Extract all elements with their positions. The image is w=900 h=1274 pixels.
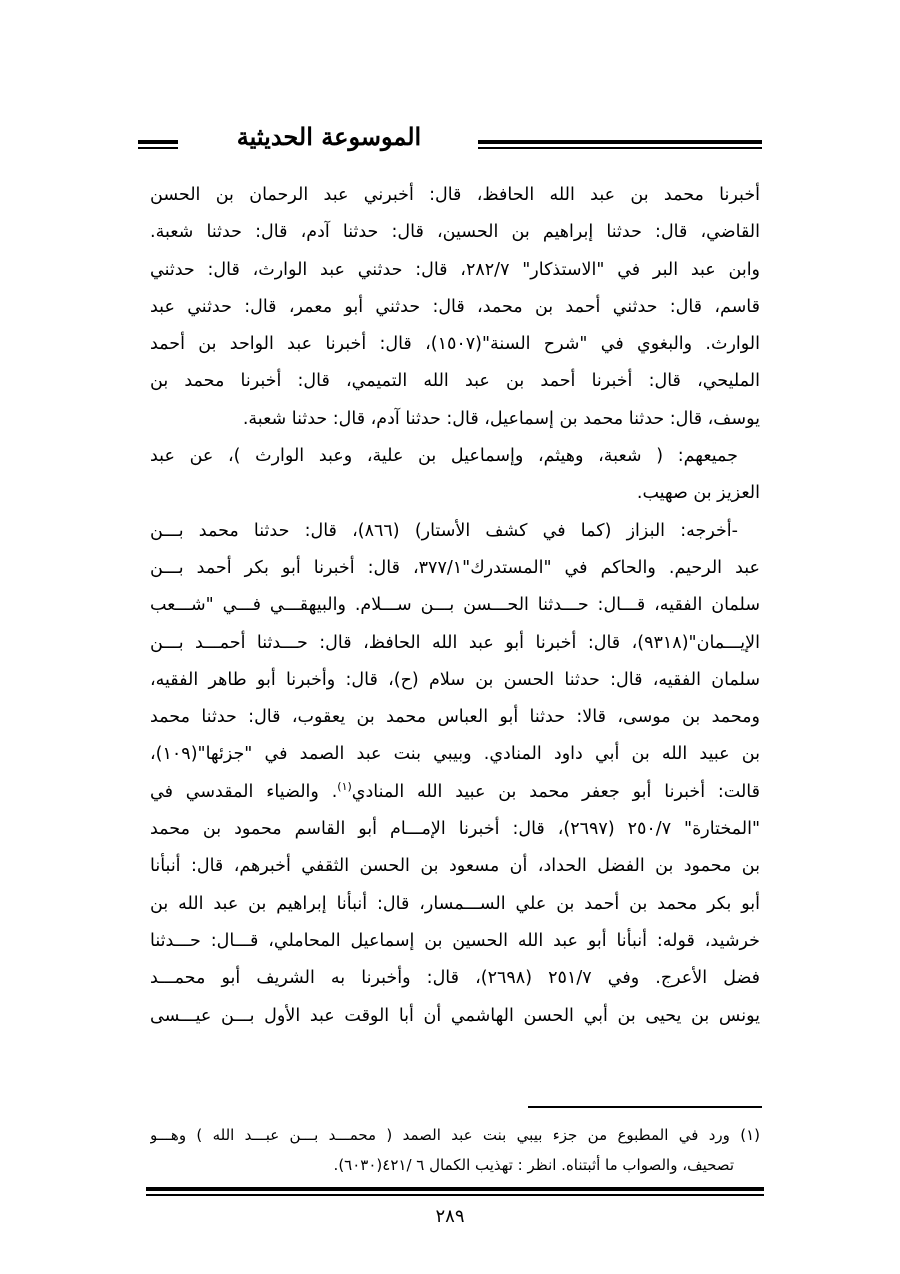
footnote-line: تصحيف، والصواب ما أثبتناه. انظر : تهذيب الكمال ٦ /٤٢١(٦٠٣٠). bbox=[333, 1156, 734, 1174]
text-line-with-footnote bbox=[150, 774, 760, 811]
text-line: سلمان الفقيه، قـــال: حـــدثنا الحـــسن بـــن ســـلام. والبيهقـــي فـــي "شـــعب bbox=[150, 595, 760, 616]
page-number: ٢٨٩ bbox=[435, 1206, 465, 1227]
text-line: وابن عبد البر في "الاستذكار" ٢٨٢/٧، قال: حدثني عبد الوارث، قال: حدثني bbox=[150, 259, 760, 280]
text-line: قاسم، قال: حدثني أحمد بن محمد، قال: حدثني أبو معمر، قال: حدثني عبد bbox=[150, 296, 760, 317]
text-line: سلمان الفقيه، قال: حدثنا الحسن بن سلام (ح)، قال: وأخبرنا أبو طاهر الفقيه، bbox=[150, 669, 760, 690]
text-line: أبو بكر محمد بن أحمد بن علي الســـمسار، قال: أنبأنا إبراهيم بن عبد الله بن bbox=[150, 893, 760, 914]
running-header bbox=[138, 118, 762, 168]
header-rule-right bbox=[478, 140, 762, 144]
header-rule-right-thin bbox=[478, 147, 762, 149]
text-line: يونس بن يحيى بن أبي الحسن الهاشمي أن أبا الوقت عبد الأول بـــن عيـــسى bbox=[150, 1005, 760, 1026]
text-line: "المختارة" ٢٥٠/٧ (٢٦٩٧)، قال: أخبرنا الإمـــام أبو القاسم محمود بن محمد bbox=[150, 819, 760, 840]
text-line: الإيـــمان"(٩٣١٨)، قال: أخبرنا أبو عبد الله الحافظ، قال: حـــدثنا أحمـــد بـــن bbox=[150, 632, 760, 653]
text-line: خرشيد، قوله: أنبأنا أبو عبد الله الحسين بن إسماعيل المحاملي، قـــال: حـــدثنا bbox=[150, 930, 760, 951]
text-line: المليحي، قال: أخبرنا أحمد بن عبد الله التميمي، قال: أخبرنا محمد بن bbox=[150, 371, 760, 392]
text-line: -أخرجه: البزاز (كما في كشف الأستار) (٨٦٦)، قال: حدثنا محمد بـــن bbox=[150, 520, 738, 541]
text-line: فضل الأعرج. وفي ٢٥١/٧ (٢٦٩٨)، قال: وأخبرنا به الشريف أبو محمـــد bbox=[150, 968, 760, 989]
text-line: الوارث. والبغوي في "شرح السنة"(١٥٠٧)، قال: أخبرنا عبد الواحد بن أحمد bbox=[150, 334, 760, 355]
text-line: عبد الرحيم. والحاكم في "المستدرك"٣٧٧/١، قال: أخبرنا أبو بكر أحمد بـــن bbox=[150, 557, 760, 578]
text-line: ومحمد بن موسى، قالا: حدثنا أبو العباس محمد بن يعقوب، قال: حدثنا محمد bbox=[150, 707, 760, 728]
text-line: القاضي، قال: حدثنا إبراهيم بن الحسين، قال: حدثنا آدم، قال: حدثنا شعبة. bbox=[150, 222, 760, 243]
text-line: بن محمود بن الفضل الحداد، أن مسعود بن الحسن الثقفي أخبرهم، قال: أنبأنا bbox=[150, 856, 760, 877]
header-title: الموسوعة الحديثية bbox=[236, 122, 422, 151]
footnotes bbox=[150, 1120, 760, 1180]
text-line: جميعهم: ( شعبة، وهيثم، وإسماعيل بن علية، وعبد الوارث )، عن عبد bbox=[150, 446, 738, 467]
footnote-marker[interactable]: (١) bbox=[337, 779, 352, 793]
footnote-line: (١) ورد في المطبوع من جزء بيبي بنت عبد الصمد ( محمـــد بـــن عبـــد الله ) وهـــو bbox=[150, 1126, 760, 1144]
text-line: يوسف، قال: حدثنا محمد بن إسماعيل، قال: حدثنا آدم، قال: حدثنا شعبة. bbox=[242, 408, 760, 429]
text-line: بن عبيد الله بن أبي داود المنادي. وبيبي بنت عبد الصمد في "جزئها"(١٠٩)، bbox=[150, 744, 760, 765]
text-line: أخبرنا محمد بن عبد الله الحافظ، قال: أخبرني عبد الرحمان بن الحسن bbox=[150, 185, 760, 205]
footnote-separator bbox=[528, 1106, 762, 1108]
text-span: . والضياء المقدسي في bbox=[150, 781, 338, 802]
body-text bbox=[150, 177, 760, 1035]
header-rule-left-thin bbox=[138, 147, 178, 149]
text-span: قالت: أخبرنا أبو جعفر محمد بن عبيد الله المنادي bbox=[351, 781, 760, 802]
header-rule-left bbox=[138, 140, 178, 144]
bottom-rule-thin bbox=[146, 1194, 764, 1196]
text-line: العزيز بن صهيب. bbox=[636, 483, 760, 504]
bottom-rule bbox=[146, 1187, 764, 1191]
